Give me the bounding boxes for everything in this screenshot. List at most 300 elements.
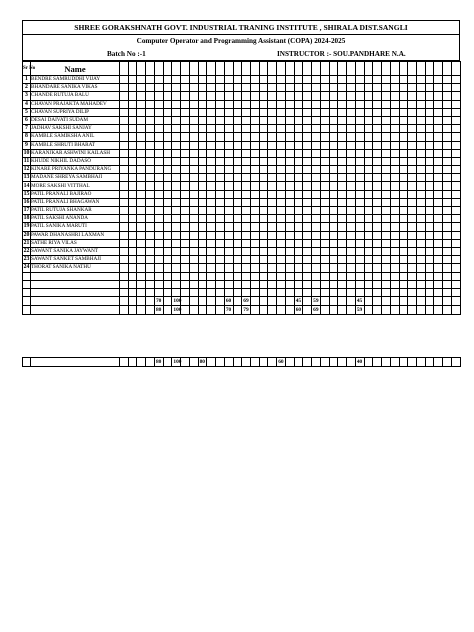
- mark-cell[interactable]: [285, 198, 294, 206]
- mark-cell[interactable]: [347, 223, 356, 231]
- mark-cell[interactable]: [128, 174, 137, 182]
- mark-cell[interactable]: [137, 174, 146, 182]
- mark-cell[interactable]: [233, 190, 242, 198]
- mark-cell[interactable]: [189, 239, 198, 247]
- mark-cell[interactable]: [355, 149, 364, 157]
- mark-cell[interactable]: [364, 215, 373, 223]
- mark-cell[interactable]: [364, 223, 373, 231]
- mark-cell[interactable]: [443, 84, 452, 92]
- mark-cell[interactable]: [163, 182, 172, 190]
- mark-cell[interactable]: [338, 272, 347, 280]
- mark-cell[interactable]: [216, 157, 225, 165]
- mark-cell[interactable]: [425, 288, 434, 296]
- mark-cell[interactable]: [259, 174, 268, 182]
- mark-cell[interactable]: [390, 256, 399, 264]
- mark-cell[interactable]: [128, 76, 137, 84]
- mark-cell[interactable]: [312, 207, 321, 215]
- mark-cell[interactable]: [443, 256, 452, 264]
- mark-cell[interactable]: [320, 166, 329, 174]
- mark-cell[interactable]: [390, 76, 399, 84]
- mark-cell[interactable]: [146, 149, 155, 157]
- mark-cell[interactable]: [242, 198, 251, 206]
- mark-cell[interactable]: [224, 125, 233, 133]
- mark-cell[interactable]: [382, 125, 391, 133]
- mark-cell[interactable]: [137, 198, 146, 206]
- mark-cell[interactable]: [451, 76, 460, 84]
- mark-cell[interactable]: [416, 190, 425, 198]
- mark-cell[interactable]: [189, 166, 198, 174]
- mark-cell[interactable]: [416, 288, 425, 296]
- mark-cell[interactable]: [408, 231, 417, 239]
- mark-cell[interactable]: [198, 166, 207, 174]
- mark-cell[interactable]: [198, 133, 207, 141]
- mark-cell[interactable]: [277, 207, 286, 215]
- mark-cell[interactable]: [216, 264, 225, 272]
- mark-cell[interactable]: [277, 157, 286, 165]
- mark-cell[interactable]: [120, 76, 129, 84]
- mark-cell[interactable]: [207, 207, 216, 215]
- mark-cell[interactable]: [120, 125, 129, 133]
- mark-cell[interactable]: [434, 247, 443, 255]
- mark-cell[interactable]: [154, 125, 163, 133]
- mark-cell[interactable]: [303, 272, 312, 280]
- mark-cell[interactable]: [172, 198, 181, 206]
- mark-cell[interactable]: [268, 100, 277, 108]
- mark-cell[interactable]: [128, 231, 137, 239]
- mark-cell[interactable]: [399, 141, 408, 149]
- mark-cell[interactable]: [233, 133, 242, 141]
- mark-cell[interactable]: [154, 288, 163, 296]
- mark-cell[interactable]: [320, 239, 329, 247]
- mark-cell[interactable]: [128, 207, 137, 215]
- mark-cell[interactable]: [312, 247, 321, 255]
- mark-cell[interactable]: [277, 256, 286, 264]
- mark-cell[interactable]: [338, 215, 347, 223]
- mark-cell[interactable]: [259, 190, 268, 198]
- mark-cell[interactable]: [303, 92, 312, 100]
- mark-cell[interactable]: [425, 157, 434, 165]
- mark-cell[interactable]: [399, 157, 408, 165]
- mark-cell[interactable]: [416, 223, 425, 231]
- mark-cell[interactable]: [416, 272, 425, 280]
- mark-cell[interactable]: [382, 207, 391, 215]
- mark-cell[interactable]: [355, 280, 364, 288]
- mark-cell[interactable]: [399, 280, 408, 288]
- mark-cell[interactable]: [347, 264, 356, 272]
- mark-cell[interactable]: [181, 100, 190, 108]
- mark-cell[interactable]: [181, 231, 190, 239]
- mark-cell[interactable]: [277, 76, 286, 84]
- mark-cell[interactable]: [390, 223, 399, 231]
- mark-cell[interactable]: [364, 190, 373, 198]
- mark-cell[interactable]: [338, 231, 347, 239]
- mark-cell[interactable]: [172, 264, 181, 272]
- mark-cell[interactable]: [285, 76, 294, 84]
- mark-cell[interactable]: [189, 84, 198, 92]
- mark-cell[interactable]: [303, 256, 312, 264]
- mark-cell[interactable]: [277, 166, 286, 174]
- mark-cell[interactable]: [443, 231, 452, 239]
- mark-cell[interactable]: [347, 190, 356, 198]
- mark-cell[interactable]: [172, 100, 181, 108]
- mark-cell[interactable]: [294, 116, 303, 124]
- mark-cell[interactable]: [146, 215, 155, 223]
- mark-cell[interactable]: [399, 256, 408, 264]
- mark-cell[interactable]: [268, 223, 277, 231]
- mark-cell[interactable]: [451, 207, 460, 215]
- mark-cell[interactable]: [312, 264, 321, 272]
- mark-cell[interactable]: [181, 280, 190, 288]
- mark-cell[interactable]: [128, 108, 137, 116]
- mark-cell[interactable]: [120, 108, 129, 116]
- mark-cell[interactable]: [347, 166, 356, 174]
- mark-cell[interactable]: [207, 239, 216, 247]
- mark-cell[interactable]: [390, 239, 399, 247]
- mark-cell[interactable]: [373, 239, 382, 247]
- mark-cell[interactable]: [207, 223, 216, 231]
- mark-cell[interactable]: [189, 223, 198, 231]
- mark-cell[interactable]: [443, 166, 452, 174]
- mark-cell[interactable]: [154, 264, 163, 272]
- mark-cell[interactable]: [355, 133, 364, 141]
- mark-cell[interactable]: [303, 182, 312, 190]
- mark-cell[interactable]: [390, 198, 399, 206]
- mark-cell[interactable]: [312, 125, 321, 133]
- mark-cell[interactable]: [416, 207, 425, 215]
- mark-cell[interactable]: [207, 149, 216, 157]
- mark-cell[interactable]: [277, 133, 286, 141]
- mark-cell[interactable]: [285, 280, 294, 288]
- mark-cell[interactable]: [251, 108, 260, 116]
- mark-cell[interactable]: [408, 76, 417, 84]
- mark-cell[interactable]: [242, 239, 251, 247]
- mark-cell[interactable]: [285, 92, 294, 100]
- mark-cell[interactable]: [268, 133, 277, 141]
- mark-cell[interactable]: [434, 92, 443, 100]
- mark-cell[interactable]: [294, 166, 303, 174]
- mark-cell[interactable]: [364, 76, 373, 84]
- mark-cell[interactable]: [181, 125, 190, 133]
- mark-cell[interactable]: [189, 108, 198, 116]
- mark-cell[interactable]: [443, 108, 452, 116]
- mark-cell[interactable]: [329, 207, 338, 215]
- mark-cell[interactable]: [285, 141, 294, 149]
- mark-cell[interactable]: [434, 108, 443, 116]
- mark-cell[interactable]: [303, 133, 312, 141]
- mark-cell[interactable]: [416, 174, 425, 182]
- mark-cell[interactable]: [373, 100, 382, 108]
- mark-cell[interactable]: [320, 108, 329, 116]
- mark-cell[interactable]: [146, 288, 155, 296]
- mark-cell[interactable]: [154, 231, 163, 239]
- mark-cell[interactable]: [277, 280, 286, 288]
- mark-cell[interactable]: [390, 264, 399, 272]
- mark-cell[interactable]: [382, 280, 391, 288]
- mark-cell[interactable]: [198, 247, 207, 255]
- mark-cell[interactable]: [233, 76, 242, 84]
- mark-cell[interactable]: [163, 256, 172, 264]
- mark-cell[interactable]: [285, 100, 294, 108]
- mark-cell[interactable]: [120, 198, 129, 206]
- mark-cell[interactable]: [163, 133, 172, 141]
- mark-cell[interactable]: [390, 207, 399, 215]
- mark-cell[interactable]: [443, 141, 452, 149]
- mark-cell[interactable]: [207, 166, 216, 174]
- mark-cell[interactable]: [382, 256, 391, 264]
- mark-cell[interactable]: [189, 125, 198, 133]
- mark-cell[interactable]: [285, 215, 294, 223]
- mark-cell[interactable]: [451, 174, 460, 182]
- mark-cell[interactable]: [347, 215, 356, 223]
- mark-cell[interactable]: [120, 174, 129, 182]
- mark-cell[interactable]: [373, 190, 382, 198]
- mark-cell[interactable]: [233, 239, 242, 247]
- mark-cell[interactable]: [434, 149, 443, 157]
- mark-cell[interactable]: [233, 108, 242, 116]
- mark-cell[interactable]: [434, 207, 443, 215]
- mark-cell[interactable]: [425, 272, 434, 280]
- mark-cell[interactable]: [189, 247, 198, 255]
- mark-cell[interactable]: [277, 215, 286, 223]
- mark-cell[interactable]: [277, 239, 286, 247]
- mark-cell[interactable]: [373, 157, 382, 165]
- mark-cell[interactable]: [128, 133, 137, 141]
- mark-cell[interactable]: [216, 272, 225, 280]
- mark-cell[interactable]: [382, 108, 391, 116]
- mark-cell[interactable]: [268, 116, 277, 124]
- mark-cell[interactable]: [347, 76, 356, 84]
- mark-cell[interactable]: [277, 198, 286, 206]
- mark-cell[interactable]: [198, 182, 207, 190]
- mark-cell[interactable]: [224, 84, 233, 92]
- mark-cell[interactable]: [233, 198, 242, 206]
- mark-cell[interactable]: [242, 182, 251, 190]
- mark-cell[interactable]: [303, 84, 312, 92]
- mark-cell[interactable]: [154, 280, 163, 288]
- mark-cell[interactable]: [233, 174, 242, 182]
- mark-cell[interactable]: [347, 84, 356, 92]
- mark-cell[interactable]: [399, 116, 408, 124]
- mark-cell[interactable]: [242, 223, 251, 231]
- mark-cell[interactable]: [233, 207, 242, 215]
- mark-cell[interactable]: [128, 280, 137, 288]
- mark-cell[interactable]: [303, 166, 312, 174]
- mark-cell[interactable]: [294, 215, 303, 223]
- mark-cell[interactable]: [416, 92, 425, 100]
- mark-cell[interactable]: [364, 272, 373, 280]
- mark-cell[interactable]: [207, 264, 216, 272]
- mark-cell[interactable]: [181, 116, 190, 124]
- mark-cell[interactable]: [233, 149, 242, 157]
- mark-cell[interactable]: [373, 215, 382, 223]
- mark-cell[interactable]: [128, 239, 137, 247]
- mark-cell[interactable]: [154, 166, 163, 174]
- mark-cell[interactable]: [416, 264, 425, 272]
- mark-cell[interactable]: [303, 190, 312, 198]
- mark-cell[interactable]: [216, 125, 225, 133]
- mark-cell[interactable]: [120, 264, 129, 272]
- mark-cell[interactable]: [259, 100, 268, 108]
- mark-cell[interactable]: [224, 141, 233, 149]
- mark-cell[interactable]: [198, 239, 207, 247]
- mark-cell[interactable]: [312, 223, 321, 231]
- mark-cell[interactable]: [285, 247, 294, 255]
- mark-cell[interactable]: [347, 92, 356, 100]
- mark-cell[interactable]: [154, 133, 163, 141]
- mark-cell[interactable]: [312, 215, 321, 223]
- mark-cell[interactable]: [320, 76, 329, 84]
- mark-cell[interactable]: [163, 288, 172, 296]
- mark-cell[interactable]: [128, 157, 137, 165]
- mark-cell[interactable]: [364, 166, 373, 174]
- mark-cell[interactable]: [189, 92, 198, 100]
- mark-cell[interactable]: [364, 125, 373, 133]
- mark-cell[interactable]: [443, 174, 452, 182]
- mark-cell[interactable]: [294, 223, 303, 231]
- mark-cell[interactable]: [224, 108, 233, 116]
- mark-cell[interactable]: [146, 207, 155, 215]
- mark-cell[interactable]: [242, 215, 251, 223]
- mark-cell[interactable]: [347, 239, 356, 247]
- mark-cell[interactable]: [163, 84, 172, 92]
- mark-cell[interactable]: [294, 76, 303, 84]
- mark-cell[interactable]: [382, 84, 391, 92]
- mark-cell[interactable]: [181, 108, 190, 116]
- mark-cell[interactable]: [224, 149, 233, 157]
- mark-cell[interactable]: [259, 207, 268, 215]
- mark-cell[interactable]: [198, 198, 207, 206]
- mark-cell[interactable]: [128, 141, 137, 149]
- mark-cell[interactable]: [242, 100, 251, 108]
- mark-cell[interactable]: [198, 256, 207, 264]
- mark-cell[interactable]: [181, 149, 190, 157]
- mark-cell[interactable]: [207, 76, 216, 84]
- mark-cell[interactable]: [320, 92, 329, 100]
- mark-cell[interactable]: [172, 174, 181, 182]
- mark-cell[interactable]: [443, 149, 452, 157]
- mark-cell[interactable]: [408, 100, 417, 108]
- mark-cell[interactable]: [285, 125, 294, 133]
- mark-cell[interactable]: [329, 92, 338, 100]
- mark-cell[interactable]: [451, 256, 460, 264]
- mark-cell[interactable]: [425, 280, 434, 288]
- mark-cell[interactable]: [242, 190, 251, 198]
- mark-cell[interactable]: [443, 264, 452, 272]
- mark-cell[interactable]: [303, 76, 312, 84]
- mark-cell[interactable]: [390, 84, 399, 92]
- mark-cell[interactable]: [355, 223, 364, 231]
- mark-cell[interactable]: [347, 116, 356, 124]
- mark-cell[interactable]: [338, 116, 347, 124]
- mark-cell[interactable]: [451, 190, 460, 198]
- mark-cell[interactable]: [120, 231, 129, 239]
- mark-cell[interactable]: [373, 149, 382, 157]
- mark-cell[interactable]: [207, 280, 216, 288]
- mark-cell[interactable]: [146, 247, 155, 255]
- mark-cell[interactable]: [320, 231, 329, 239]
- mark-cell[interactable]: [137, 76, 146, 84]
- mark-cell[interactable]: [451, 141, 460, 149]
- mark-cell[interactable]: [434, 100, 443, 108]
- mark-cell[interactable]: [416, 116, 425, 124]
- mark-cell[interactable]: [364, 84, 373, 92]
- mark-cell[interactable]: [434, 280, 443, 288]
- mark-cell[interactable]: [390, 149, 399, 157]
- mark-cell[interactable]: [189, 280, 198, 288]
- mark-cell[interactable]: [320, 264, 329, 272]
- mark-cell[interactable]: [224, 190, 233, 198]
- mark-cell[interactable]: [416, 256, 425, 264]
- mark-cell[interactable]: [390, 288, 399, 296]
- mark-cell[interactable]: [154, 223, 163, 231]
- mark-cell[interactable]: [434, 231, 443, 239]
- mark-cell[interactable]: [120, 272, 129, 280]
- mark-cell[interactable]: [451, 84, 460, 92]
- mark-cell[interactable]: [373, 198, 382, 206]
- mark-cell[interactable]: [137, 190, 146, 198]
- mark-cell[interactable]: [338, 141, 347, 149]
- mark-cell[interactable]: [416, 84, 425, 92]
- mark-cell[interactable]: [320, 190, 329, 198]
- mark-cell[interactable]: [137, 166, 146, 174]
- mark-cell[interactable]: [425, 190, 434, 198]
- mark-cell[interactable]: [277, 108, 286, 116]
- mark-cell[interactable]: [268, 92, 277, 100]
- mark-cell[interactable]: [425, 231, 434, 239]
- mark-cell[interactable]: [364, 264, 373, 272]
- mark-cell[interactable]: [355, 108, 364, 116]
- mark-cell[interactable]: [128, 223, 137, 231]
- mark-cell[interactable]: [137, 223, 146, 231]
- mark-cell[interactable]: [399, 198, 408, 206]
- mark-cell[interactable]: [390, 116, 399, 124]
- mark-cell[interactable]: [364, 182, 373, 190]
- mark-cell[interactable]: [399, 133, 408, 141]
- mark-cell[interactable]: [373, 272, 382, 280]
- mark-cell[interactable]: [303, 288, 312, 296]
- mark-cell[interactable]: [207, 157, 216, 165]
- mark-cell[interactable]: [137, 288, 146, 296]
- mark-cell[interactable]: [268, 256, 277, 264]
- mark-cell[interactable]: [416, 157, 425, 165]
- mark-cell[interactable]: [259, 223, 268, 231]
- mark-cell[interactable]: [443, 272, 452, 280]
- mark-cell[interactable]: [216, 116, 225, 124]
- mark-cell[interactable]: [390, 182, 399, 190]
- mark-cell[interactable]: [146, 190, 155, 198]
- mark-cell[interactable]: [251, 207, 260, 215]
- mark-cell[interactable]: [434, 84, 443, 92]
- mark-cell[interactable]: [277, 125, 286, 133]
- mark-cell[interactable]: [329, 100, 338, 108]
- mark-cell[interactable]: [198, 141, 207, 149]
- mark-cell[interactable]: [172, 223, 181, 231]
- mark-cell[interactable]: [338, 256, 347, 264]
- mark-cell[interactable]: [233, 125, 242, 133]
- mark-cell[interactable]: [312, 239, 321, 247]
- mark-cell[interactable]: [198, 215, 207, 223]
- mark-cell[interactable]: [382, 288, 391, 296]
- mark-cell[interactable]: [425, 174, 434, 182]
- mark-cell[interactable]: [251, 215, 260, 223]
- mark-cell[interactable]: [303, 207, 312, 215]
- mark-cell[interactable]: [154, 76, 163, 84]
- mark-cell[interactable]: [189, 116, 198, 124]
- mark-cell[interactable]: [416, 247, 425, 255]
- mark-cell[interactable]: [294, 207, 303, 215]
- mark-cell[interactable]: [268, 264, 277, 272]
- mark-cell[interactable]: [355, 182, 364, 190]
